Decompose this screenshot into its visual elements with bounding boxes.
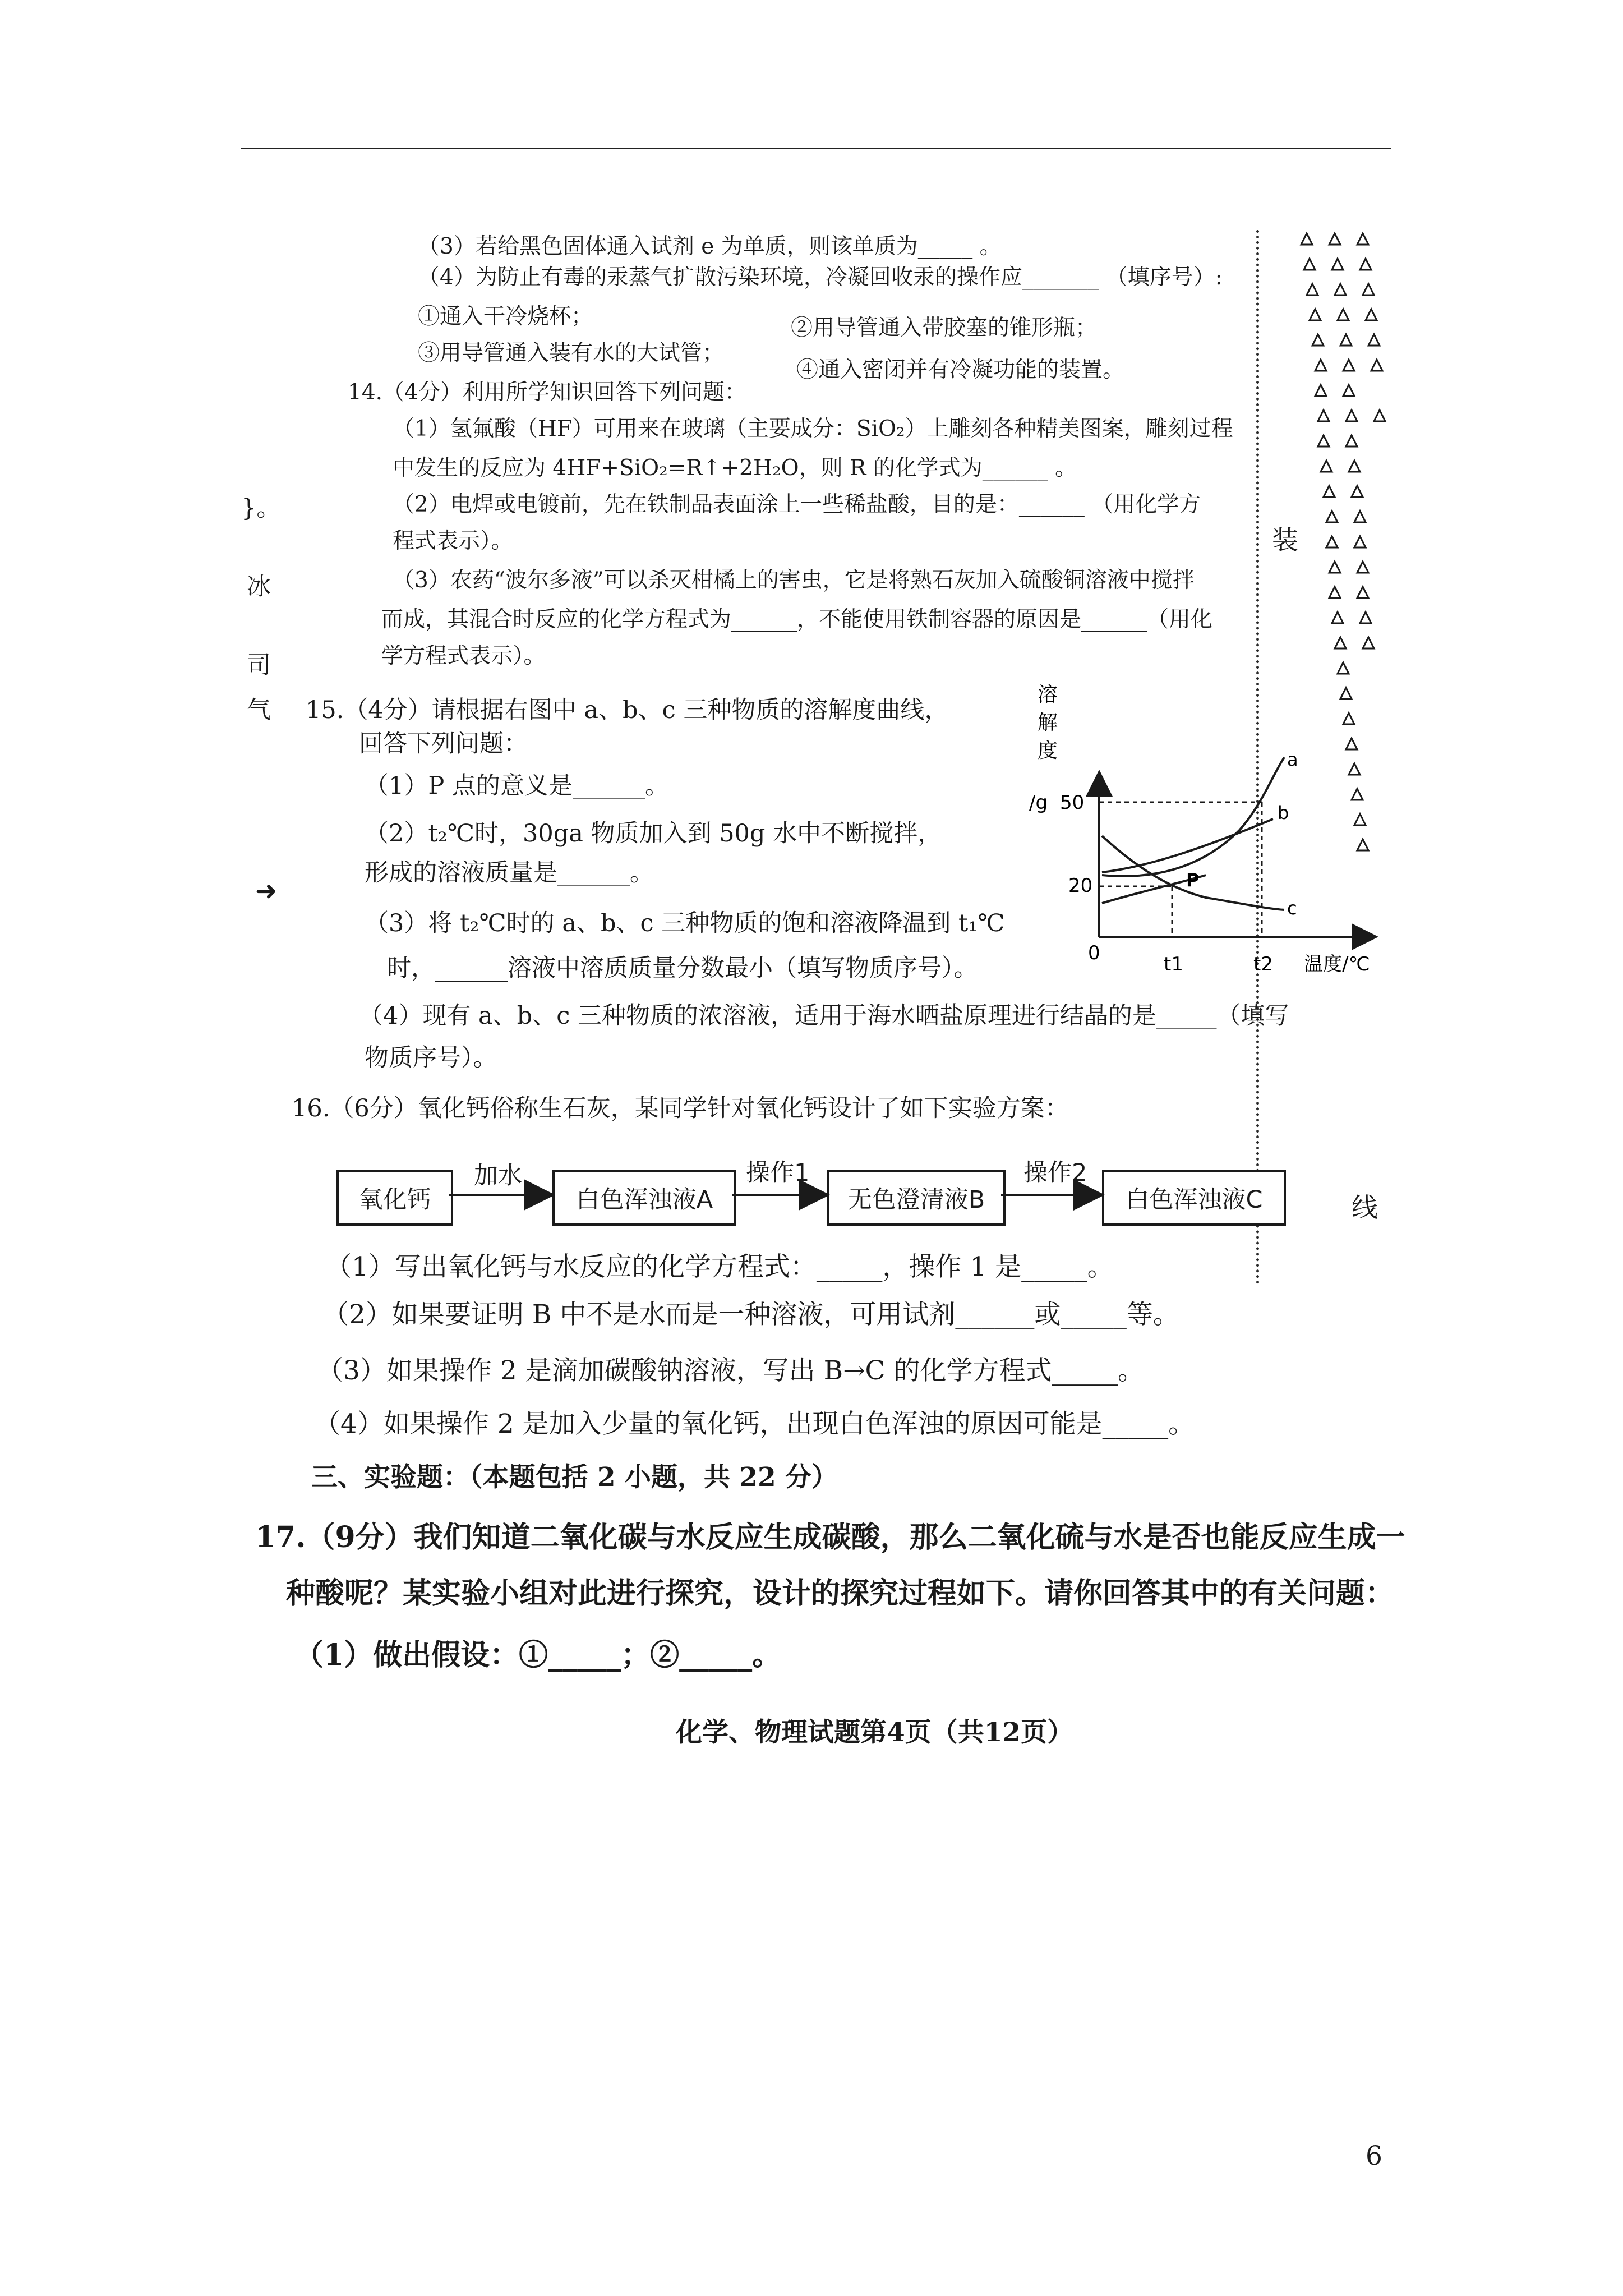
triangle-mark: [1315, 385, 1326, 396]
triangle-mark: [1324, 486, 1335, 497]
left-margin-fragment: }。: [241, 494, 281, 522]
triangle-mark: [1332, 612, 1343, 623]
q15-part2-line2: 形成的溶液质量是______。: [365, 859, 654, 887]
q16-part2: （2）如果要证明 B 中不是水而是一种溶液，可用试剂______或_____等。: [322, 1299, 1179, 1330]
q14-title: 14.（4分）利用所学知识回答下列问题：: [348, 380, 746, 405]
q14-part3-line2: 而成，其混合时反应的化学方程式为______，不能使用铁制容器的原因是______（用化: [381, 607, 1213, 632]
left-margin-arrow-icon: ➜: [255, 876, 278, 907]
triangle-mark: [1343, 360, 1354, 371]
flow-arrow-label-op2: 操作2: [1023, 1159, 1087, 1187]
page-footer: 化学、物理试题第4页（共12页）: [676, 1717, 1074, 1748]
triangle-mark: [1346, 410, 1357, 421]
left-margin-fragment: 气: [247, 696, 271, 724]
graph-tick-20: 20: [1068, 875, 1093, 897]
flow-arrow-label-add-water: 加水: [474, 1162, 522, 1190]
flow-box-clear-b-label: 无色澄清液B: [847, 1185, 985, 1214]
q14-part2-line1: （2）电焊或电镀前，先在铁制品表面涂上一些稀盐酸，目的是：______ （用化学方: [393, 492, 1201, 517]
flow-box-turbid-a-label: 白色浑浊液A: [575, 1185, 713, 1214]
q14-part1-line2: 中发生的反应为 4HF+SiO₂=R↑+2H₂O，则 R 的化学式为______ 。: [393, 455, 1077, 481]
graph-tick-t2: t2: [1253, 953, 1273, 976]
binding-label-xian: 线: [1352, 1193, 1378, 1223]
curve-a-label: a: [1287, 749, 1298, 770]
q14-part3-line1: （3）农药“波尔多液”可以杀灭柑橘上的害虫，它是将熟石灰加入硫酸铜溶液中搅拌: [393, 568, 1195, 593]
graph-tick-50: 50: [1060, 792, 1085, 814]
flow-box-turbid-c-label: 白色浑浊液C: [1125, 1185, 1263, 1214]
q13-option-4: ④通入密闭并有冷凝功能的装置。: [796, 357, 1125, 383]
flow-box-turbid-c: [1102, 1170, 1286, 1226]
triangle-mark: [1338, 662, 1349, 674]
triangle-mark: [1346, 435, 1357, 447]
triangle-mark: [1304, 259, 1315, 270]
triangle-mark: [1318, 410, 1329, 421]
triangle-mark: [1371, 360, 1382, 371]
flow-arrow-label-op1: 操作1: [746, 1159, 810, 1187]
triangle-mark: [1349, 461, 1360, 472]
triangle-mark: [1360, 612, 1371, 623]
q13-part3: （3）若给黑色固体通入试剂 e 为单质，则该单质为_____ 。: [418, 234, 1002, 259]
triangle-mark: [1340, 334, 1352, 346]
triangle-mark: [1312, 334, 1324, 346]
graph-ylabel-2: 解: [1038, 711, 1058, 734]
q13-option-1: ①通入干冷烧杯；: [418, 304, 593, 329]
q15-part3-line2: 时，______溶液中溶质质量分数最小（填写物质序号）。: [387, 954, 978, 982]
q13-part4: （4）为防止有毒的汞蒸气扩散污染环境，冷凝回收汞的操作应_______ （填序号）:: [418, 265, 1223, 290]
q15-part4-line2: 物质序号）。: [365, 1044, 497, 1072]
page-number: 6: [1366, 2141, 1382, 2171]
triangle-mark: [1374, 410, 1385, 421]
flow-arrows: [331, 1153, 1116, 1220]
triangle-mark: [1307, 284, 1318, 295]
triangle-mark: [1326, 536, 1338, 547]
curve-c-label: c: [1287, 898, 1297, 919]
q14-part1-line1: （1）氢氟酸（HF）可用来在玻璃（主要成分：SiO₂）上雕刻各种精美图案，雕刻过程: [393, 416, 1233, 441]
q15-intro: 回答下列问题：: [359, 730, 528, 758]
triangle-mark: [1321, 461, 1332, 472]
solubility-curve-graph: [1004, 679, 1396, 993]
triangle-mark: [1363, 637, 1374, 648]
graph-ylabel-1: 溶: [1038, 683, 1058, 706]
curve-b-label: b: [1278, 802, 1289, 823]
triangle-mark: [1366, 309, 1377, 320]
triangle-mark: [1352, 486, 1363, 497]
triangle-mark: [1338, 309, 1349, 320]
q17-part1: （1）做出假设：①_____；②_____。: [294, 1638, 782, 1672]
q15-part4-line1: （4）现有 a、b、c 三种物质的浓溶液，适用于海水晒盐原理进行结晶的是_____（填写: [359, 1002, 1289, 1030]
q15-part3-line1: （3）将 t₂℃时的 a、b、c 三种物质的饱和溶液降温到 t₁℃: [365, 909, 1005, 937]
q16-title: 16.（6分）氧化钙俗称生石灰，某同学针对氧化钙设计了如下实验方案：: [292, 1094, 1069, 1122]
q16-part3: （3）如果操作 2 是滴加碳酸钠溶液，写出 B→C 的化学方程式_____。: [317, 1355, 1144, 1386]
triangle-mark: [1357, 233, 1368, 245]
q13-option-3: ③用导管通入装有水的大试管；: [418, 341, 725, 366]
triangle-mark: [1329, 587, 1340, 598]
triangle-mark: [1329, 233, 1340, 245]
triangle-mark: [1332, 259, 1343, 270]
q17-line2: 种酸呢？某实验小组对此进行探究，设计的探究过程如下。请你回答其中的有关问题：: [286, 1576, 1395, 1611]
point-p-label: P: [1186, 869, 1200, 891]
triangle-mark: [1360, 259, 1371, 270]
graph-origin: 0: [1088, 942, 1100, 964]
triangle-mark: [1357, 587, 1368, 598]
q13-option-2: ②用导管通入带胶塞的锥形瓶；: [791, 315, 1098, 341]
binding-label-zhuang: 装: [1272, 525, 1298, 556]
graph-ylabel-3: 度: [1038, 739, 1058, 762]
triangle-mark: [1329, 562, 1340, 573]
q14-part2-line2: 程式表示）。: [393, 528, 513, 554]
q14-part3-line3: 学方程式表示）。: [381, 643, 546, 669]
q15-title: 15.（4分）请根据右图中 a、b、c 三种物质的溶解度曲线，: [306, 696, 949, 724]
q16-part4: （4）如果操作 2 是加入少量的氧化钙，出现白色浑浊的原因可能是_____。: [314, 1409, 1195, 1439]
triangle-mark: [1354, 536, 1366, 547]
triangle-mark: [1368, 334, 1380, 346]
triangle-mark: [1326, 511, 1338, 522]
graph-y-unit: /g: [1029, 792, 1048, 814]
triangle-mark: [1357, 562, 1368, 573]
triangle-mark: [1301, 233, 1312, 245]
left-margin-fragment: 冰: [247, 573, 271, 601]
triangle-mark: [1315, 360, 1326, 371]
section-heading-experiment: 三、实验题：（本题包括 2 小题，共 22 分）: [311, 1462, 838, 1493]
q15-part1: （1）P 点的意义是______。: [365, 772, 669, 800]
q15-part2-line1: （2）t₂℃时，30ga 物质加入到 50g 水中不断搅拌，: [365, 820, 942, 848]
graph-x-label: 温度/℃: [1304, 953, 1370, 976]
triangle-mark: [1310, 309, 1321, 320]
left-margin-fragment: 司: [247, 651, 271, 679]
triangle-mark: [1354, 511, 1366, 522]
flow-box-calcium-oxide-label: 氧化钙: [358, 1185, 431, 1214]
triangle-mark: [1318, 435, 1329, 447]
triangle-mark: [1363, 284, 1374, 295]
triangle-mark: [1335, 637, 1346, 648]
graph-tick-t1: t1: [1164, 953, 1183, 976]
triangle-mark: [1343, 385, 1354, 396]
header-rule: [241, 148, 1391, 149]
q16-part1: （1）写出氧化钙与水反应的化学方程式：_____，操作 1 是_____。: [325, 1251, 1114, 1282]
q17-line1: 17.（9分）我们知道二氧化碳与水反应生成碳酸，那么二氧化硫与水是否也能反应生成一: [255, 1520, 1405, 1554]
triangle-mark: [1335, 284, 1346, 295]
